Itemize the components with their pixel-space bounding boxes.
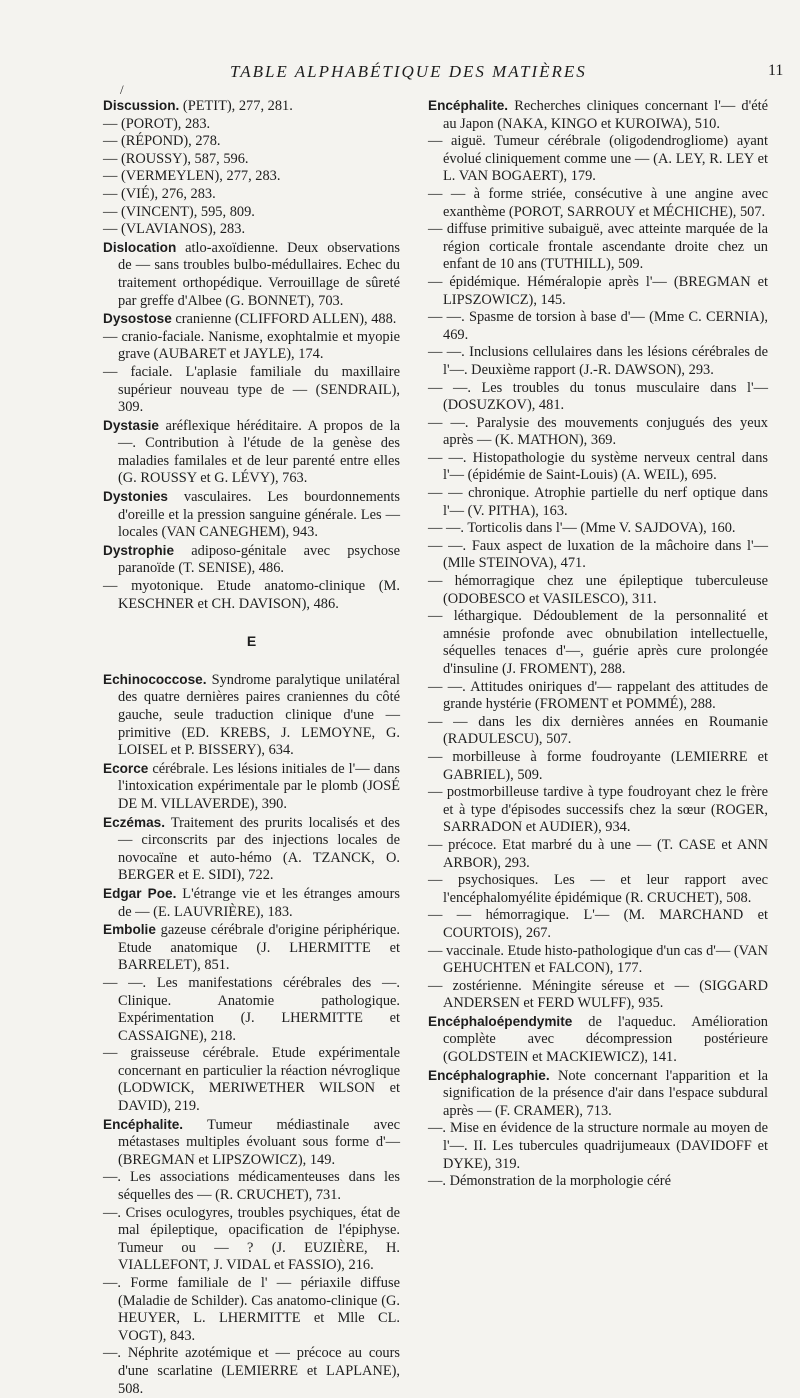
entry-text: — myotonique. Etude anatomo-clinique (M. KESCHNER et CH. DAVISON), 486. (103, 578, 400, 612)
entry-text: — —. Spasme de torsion à base d'— (Mme C. CERNIA), 469. (428, 309, 768, 343)
index-entry (103, 1275, 400, 1345)
entry-text: (PETIT), 277, 281. (179, 98, 293, 114)
entry-text: L'étrange vie et les étranges amours de — (E. LAUVRIÈRE), 183. (118, 885, 400, 920)
index-entry (428, 749, 768, 784)
entry-headword: Ecorce (103, 760, 149, 776)
index-entry (103, 97, 400, 116)
section-letter: E (246, 633, 257, 650)
entry-text: — zostérienne. Méningite séreuse et — (SIGGARD ANDERSEN et FERD WULFF), 935. (428, 977, 768, 1012)
index-entry (103, 1116, 400, 1170)
entry-headword: Eczémas. (103, 814, 165, 830)
index-entry (103, 364, 400, 417)
entry-text: — —. Inclusions cellulaires dans les lésions cérébrales de l'—. Deuxième rapport (J.-R. DAWSON), 293. (428, 344, 768, 378)
entry-text: Tumeur médiastinale avec métastases multiples évoluant sous forme d'— (BREGMAN et LIPSZOWICZ), 149. (118, 1116, 400, 1168)
index-entry (103, 814, 400, 885)
entry-text: cranienne (CLIFFORD ALLEN), 488. (171, 311, 397, 328)
entry-text: Recherches cliniques concernant l'— d'été au Japon (NAKA, KINGO et KUROIWA), 510. (443, 98, 768, 132)
entry-text: — psychosiques. Les — et leur rapport avec l'encéphalomyélite épidémique (R. CRUCHET), 508. (428, 872, 768, 906)
entry-text: vasculaires. Les bourdonnements d'oreille et la pression sanguine générale. Les — locales (VAN CANEGHEM), 943. (118, 489, 400, 541)
entry-headword: Dystasie (103, 417, 159, 433)
entry-text: —. Démonstration de la morphologie céré (428, 1173, 671, 1190)
index-entry (103, 488, 400, 542)
index-entry (428, 837, 768, 872)
index-entry (428, 538, 768, 573)
entry-text: — —. Faux aspect de luxation de la mâchoire dans l'— (Mlle STEINOVA), 471. (428, 537, 768, 572)
index-entry (428, 309, 768, 344)
entry-text: aréflexique héréditaire. A propos de la —. Contribution à l'étude de la genèse des maladies familales et de leur parenté entre elles (G. ROUSSY et G. LÉVY), 763. (118, 417, 400, 487)
entry-headword: Echinococcose. (103, 671, 207, 687)
index-entry (428, 520, 768, 538)
entry-text: — —. Paralysie des mouvements conjugués des yeux après — (K. MATHON), 369. (428, 414, 768, 449)
entry-text: de l'aqueduc. Amélioration complète avec décompression postérieure (GOLDSTEIN et MACKIEWICZ), 141. (443, 1013, 768, 1066)
entry-text: — précoce. Etat marbré du à une — (T. CASE et ANN ARBOR), 293. (428, 836, 768, 871)
index-entry (103, 221, 400, 239)
index-entry (103, 1205, 400, 1275)
entry-text: — (VERMEYLEN), 277, 283. (103, 168, 281, 185)
entry-text: — vaccinale. Etude histo-pathologique d'un cas d'— (VAN GEHUCHTEN et FALCON), 177. (428, 942, 768, 977)
entry-text: — faciale. L'aplasie familiale du maxillaire supérieur nouveau type de — (SENDRAIL), 309. (103, 363, 400, 416)
entry-text: — —. Les troubles du tonus musculaire dans l'— (DOSUZKOV), 481. (428, 379, 768, 414)
index-entry (103, 975, 400, 1045)
entry-text: gazeuse cérébrale d'origine périphérique. Etude anatomique (J. LHERMITTE et BARRELET), 851. (118, 922, 400, 974)
entry-headword: Embolie (103, 922, 156, 938)
entry-headword: Dislocation (103, 239, 177, 255)
index-entry (103, 133, 400, 151)
index-entry (103, 1169, 400, 1204)
entry-text: — — à forme striée, consécutive à une angine avec exanthème (POROT, SARROUY et MÉCHICHE), 507. (428, 185, 768, 220)
index-entry (428, 943, 768, 978)
index-entry (103, 151, 400, 169)
index-entry (428, 380, 768, 415)
entry-text: — morbilleuse à forme foudroyante (LEMIERRE et GABRIEL), 509. (428, 748, 768, 783)
entry-text: — —. Torticolis dans l'— (Mme V. SAJDOVA), 160. (428, 520, 736, 537)
entry-text: — (ROUSSY), 587, 596. (103, 150, 249, 167)
index-entry (103, 239, 400, 310)
index-entry (428, 978, 768, 1013)
entry-text: Traitement des prurits localisés et des — circonscrits par des injections locales de novocaïne et auto-hémo (A. TZANCK, O. BERGER et E. SIDI), 722. (118, 814, 400, 884)
entry-headword: Discussion. (103, 98, 180, 113)
index-entry (103, 417, 400, 488)
index-entry (428, 679, 768, 714)
index-entry (428, 907, 768, 942)
entry-text: — graisseuse cérébrale. Etude expérimentale concernant en particulier la réaction névroglique (LODWICK, MERIWETHER WILSON et DAVID), 219. (103, 1045, 400, 1115)
index-entry (103, 168, 400, 186)
entry-text: — — dans les dix dernières années en Roumanie (RADULESCU), 507. (428, 713, 768, 748)
entry-headword: Dystrophie (103, 542, 175, 558)
entry-text: Syndrome paralytique unilatéral des quatre dernières paires craniennes du côté gauche, seule traduction clinique d'une — primitive (ED. KREBS, J. LEMOYNE, G. LOISEL et P. BISSERY), 634. (118, 671, 400, 759)
entry-text: — —. Histopathologie du système nerveux central dans l'— (épidémie de Saint-Louis) (A. WEIL), 695. (428, 449, 768, 484)
entry-text: —. Crises oculogyres, troubles psychiques, état de mal épileptique, opacification de l'épiphyse. Tumeur ou — ? (J. EUZIÈRE, H. VIALLEFONT, J. VIDAL et FASSIO), 216. (103, 1204, 400, 1274)
index-entry (428, 97, 768, 133)
index-entry (103, 204, 400, 222)
index-entry (103, 116, 400, 134)
index-entry (428, 415, 768, 450)
entry-text: — — chronique. Atrophie partielle du nerf optique dans l'— (V. PITHA), 163. (428, 485, 768, 519)
index-entry (103, 1045, 400, 1115)
entry-headword: Dystonies (103, 489, 168, 505)
index-entry (103, 671, 400, 760)
index-entry (428, 274, 768, 309)
index-entry (103, 760, 400, 814)
entry-text: —. Forme familiale de l' — périaxile diffuse (Maladie de Schilder). Cas anatomo-clinique (G. HEUYER, L. LHERMITTE et Mlle CL. VOGT), 843. (103, 1275, 400, 1344)
index-entry (428, 608, 768, 678)
entry-text: — (RÉPOND), 278. (103, 133, 221, 150)
index-entry (428, 485, 768, 520)
entry-text: — diffuse primitive subaiguë, avec atteinte marquée de la région corticale frontale ascendante droite chez un enfant de 10 ans (TUTHILL), 509. (428, 221, 768, 273)
index-entry (103, 885, 400, 921)
index-entry (103, 329, 400, 364)
entry-text: — léthargique. Dédoublement de la personnalité et amnésie profonde avec obnubilation intellectuelle, séquelles tenaces d'—, guérie après cure prolongée d'insuline (J. FROMENT), 288. (428, 608, 768, 677)
entry-text: — (POROT), 283. (103, 115, 211, 132)
index-entry (103, 921, 400, 975)
margin-mark: / (120, 82, 124, 97)
entry-headword: Encéphalite. (428, 98, 509, 113)
entry-text: — —. Attitudes oniriques d'— rappelant des attitudes de grande hystérie (FROMENT et POMMÉ), 288. (428, 678, 768, 713)
entry-headword: Edgar Poe. (103, 885, 177, 901)
entry-text: —. Néphrite azotémique et — précoce au cours d'une scarlatine (LEMIERRE et LAPLANE), 508. (103, 1345, 400, 1397)
index-entry (103, 310, 400, 329)
entry-headword: Encéphalographie. (428, 1067, 550, 1083)
entry-headword: Encéphalite. (103, 1116, 184, 1132)
entry-text: —. Mise en évidence de la structure normale au moyen de l'—. II. Les tubercules quadrijumeaux (DAVIDOFF et DYKE), 319. (428, 1120, 768, 1172)
index-entry (428, 1120, 768, 1173)
entry-text: — épidémique. Héméralopie après l'— (BREGMAN et LIPSZOWICZ), 145. (428, 273, 768, 308)
entry-text: adiposo-génitale avec psychose paranoïde (T. SENISE), 486. (118, 542, 400, 577)
index-entry (428, 344, 768, 379)
entry-text: — aiguë. Tumeur cérébrale (oligodendrogliome) ayant évolué cliniquement comme une — (A. LEY, R. LEY et L. VAN BOGAERT), 179. (428, 133, 768, 185)
entry-text: — postmorbilleuse tardive à type foudroyant chez le frère et à type d'épisodes successifs chez la sœur (ROGER, SARRADON et AUDIER), 934. (428, 784, 768, 836)
index-entry (428, 133, 768, 186)
right-column (428, 97, 768, 1191)
index-entry (103, 186, 400, 204)
entry-text: —. Les associations médicamenteuses dans les séquelles des — (R. CRUCHET), 731. (103, 1169, 400, 1204)
running-title: TABLE ALPHABÉTIQUE DES MATIÈRES (230, 62, 587, 81)
index-entry (428, 784, 768, 837)
index-entry (428, 714, 768, 749)
index-entry (428, 221, 768, 274)
entry-text: — —. Les manifestations cérébrales des —. Clinique. Anatomie pathologique. Expérimentation (J. LHERMITTE et CASSAIGNE), 218. (103, 974, 400, 1044)
entry-text: — (VINCENT), 595, 809. (103, 203, 255, 220)
entry-text: — (VIÉ), 276, 283. (103, 185, 216, 202)
entry-text: atlo-axoïdienne. Deux observations de — sans troubles bulbo-médullaires. Echec du traitement orthopédique. Verrouillage de sûreté par greffe d'Albee (G. BONNET), 703. (118, 239, 400, 309)
left-column (103, 97, 400, 1398)
page-number: 11 (768, 62, 784, 79)
index-entry (103, 542, 400, 578)
entry-text: — — hémorragique. L'— (M. MARCHAND et COURTOIS), 267. (428, 907, 768, 941)
index-entry (428, 450, 768, 485)
entry-text: — hémorragique chez une épileptique tuberculeuse (ODOBESCO et VASILESCO), 311. (428, 573, 768, 607)
entry-text: cérébrale. Les lésions initiales de l'— dans l'intoxication expérimentale par le plomb (JOSÉ DE M. VILLAVERDE), 390. (118, 760, 400, 812)
entry-text: — (VLAVIANOS), 283. (103, 221, 246, 238)
index-entry (103, 1345, 400, 1398)
index-entry (428, 186, 768, 221)
index-entry (428, 1067, 768, 1121)
index-entry (428, 573, 768, 608)
entry-text: — cranio-faciale. Nanisme, exophtalmie et myopie grave (AUBARET et JAYLE), 174. (103, 328, 400, 363)
entry-text: Note concernant l'apparition et la signification de la présence d'air dans l'espace subdural après — (F. CRAMER), 713. (443, 1067, 768, 1119)
entry-headword: Encéphaloépendymite (428, 1013, 573, 1029)
index-entry (428, 1013, 768, 1067)
index-entry (103, 578, 400, 613)
index-entry (428, 872, 768, 907)
entry-headword: Dysostose (103, 311, 172, 327)
index-entry (428, 1173, 768, 1191)
